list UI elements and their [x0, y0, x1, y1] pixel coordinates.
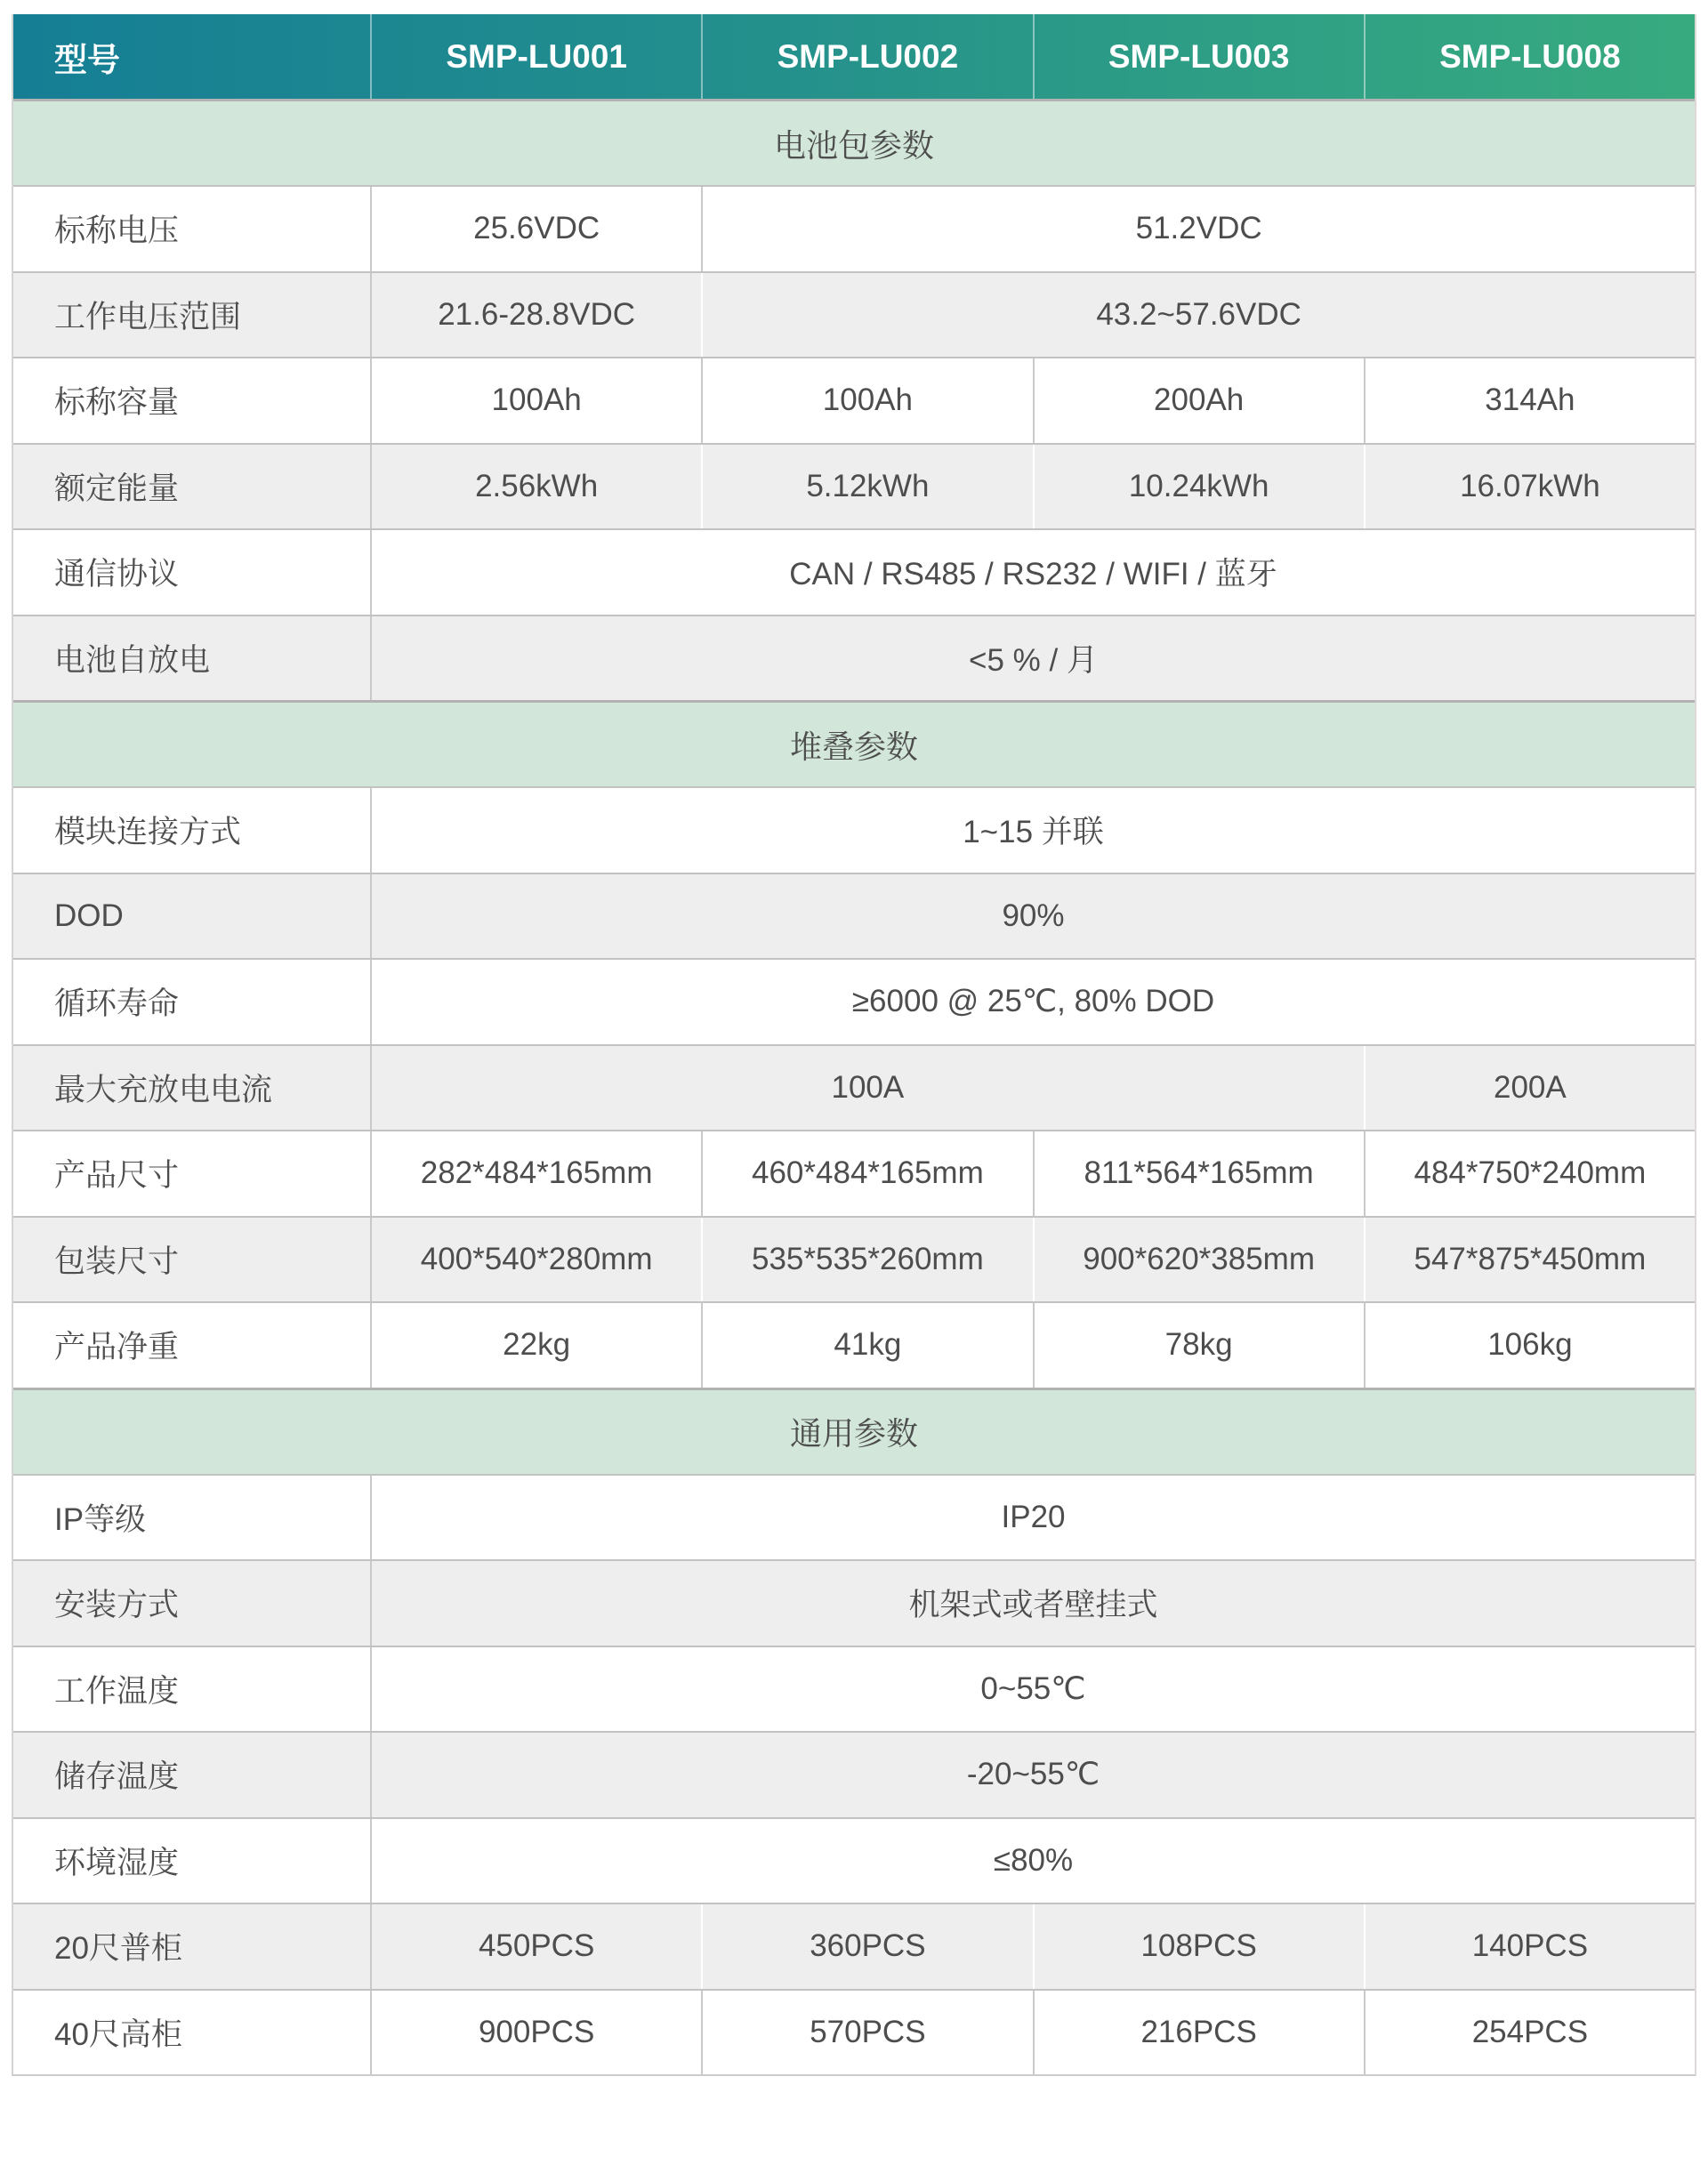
cell-value-lu003: 108PCS — [1033, 1904, 1364, 1989]
row-label: 最大充放电电流 — [54, 1072, 273, 1107]
cell-value-lu008: 484*750*240mm — [1364, 1131, 1695, 1216]
cell-value-lu003: 10.24kWh — [1033, 445, 1364, 529]
cell-value-all: CAN / RS485 / RS232 / WIFI / 蓝牙 — [370, 530, 1695, 615]
cell-value-all: 机架式或者壁挂式 — [370, 1561, 1695, 1646]
cell-value-lu008: 547*875*450mm — [1364, 1218, 1695, 1302]
row-operating-temperature — [13, 1646, 1695, 1732]
section-row-general-params: 通用参数 — [13, 1388, 1695, 1474]
row-max-charge-discharge-current — [13, 1044, 1695, 1131]
row-20ft-container — [13, 1903, 1695, 1989]
cell-value-lu001: 400*540*280mm — [370, 1218, 701, 1302]
row-label: 20尺普柜 — [54, 1931, 182, 1967]
cell-value-lu002: 100Ah — [701, 358, 1032, 443]
cell-value-lu001: 22kg — [370, 1303, 701, 1388]
row-installation — [13, 1559, 1695, 1646]
row-label: 标称容量 — [54, 385, 180, 421]
cell-value-all: IP20 — [370, 1476, 1695, 1560]
cell-value-lu001: 2.56kWh — [370, 445, 701, 529]
row-label: 循环寿命 — [54, 986, 180, 1022]
cell-value-lu002: 570PCS — [701, 1991, 1032, 2075]
cell-value-lu001: 21.6-28.8VDC — [370, 273, 701, 358]
cell-value-lu002: 360PCS — [701, 1904, 1032, 1989]
row-net-weight — [13, 1301, 1695, 1388]
cell-value-all: 0~55℃ — [370, 1647, 1695, 1732]
row-rated-energy — [13, 443, 1695, 529]
row-module-connection — [13, 786, 1695, 873]
row-label: 通信协议 — [54, 557, 180, 592]
cell-value-others: 51.2VDC — [701, 187, 1695, 271]
row-nominal-voltage — [13, 185, 1695, 271]
cell-value-lu003: 900*620*385mm — [1033, 1218, 1364, 1302]
cell-value-lu003: 216PCS — [1033, 1991, 1364, 2075]
cell-value-lu008: 16.07kWh — [1364, 445, 1695, 529]
cell-value-all: 1~15 并联 — [370, 788, 1695, 873]
row-storage-temperature — [13, 1731, 1695, 1817]
row-ip-rating — [13, 1474, 1695, 1560]
cell-value-lu008: 314Ah — [1364, 358, 1695, 443]
cell-value-all: ≥6000 @ 25℃, 80% DOD — [370, 960, 1695, 1044]
row-label: 工作电压范围 — [54, 299, 242, 334]
row-label: 额定能量 — [54, 471, 180, 506]
cell-value-first3: 100A — [370, 1046, 1364, 1131]
cell-value-all: -20~55℃ — [370, 1733, 1695, 1817]
cell-value-lu001: 282*484*165mm — [370, 1131, 701, 1216]
section-row-battery-params: 电池包参数 — [13, 99, 1695, 185]
cell-value-lu008: 140PCS — [1364, 1904, 1695, 1989]
row-communication-protocol — [13, 528, 1695, 615]
cell-value-lu001: 450PCS — [370, 1904, 701, 1989]
header-cell-smp-lu008: SMP-LU008 — [1364, 14, 1695, 99]
row-cycle-life — [13, 958, 1695, 1044]
row-label: 储存温度 — [54, 1759, 180, 1795]
header-cell-model-label: 型号 — [54, 41, 120, 78]
row-package-size — [13, 1216, 1695, 1302]
row-dod — [13, 873, 1695, 959]
header-cell-smp-lu003: SMP-LU003 — [1033, 14, 1364, 99]
row-label: 安装方式 — [54, 1588, 180, 1623]
row-label: IP等级 — [54, 1501, 147, 1537]
row-label: 标称电压 — [54, 213, 180, 249]
row-voltage-range — [13, 271, 1695, 358]
section-row-stack-params: 堆叠参数 — [13, 700, 1695, 786]
row-label: 电池自放电 — [54, 642, 211, 678]
cell-value-all: ≤80% — [370, 1819, 1695, 1903]
cell-value-lu001: 25.6VDC — [370, 187, 701, 271]
cell-value-all: <5 % / 月 — [370, 616, 1695, 701]
cell-value-lu002: 5.12kWh — [701, 445, 1032, 529]
row-self-discharge — [13, 615, 1695, 701]
cell-value-lu003: 811*564*165mm — [1033, 1131, 1364, 1216]
cell-value-lu001: 100Ah — [370, 358, 701, 443]
cell-value-lu003: 200Ah — [1033, 358, 1364, 443]
row-humidity — [13, 1817, 1695, 1903]
row-label: 工作温度 — [54, 1673, 180, 1709]
header-cell-smp-lu001: SMP-LU001 — [370, 14, 701, 99]
cell-value-lu001: 900PCS — [370, 1991, 701, 2075]
row-label: 模块连接方式 — [54, 815, 242, 850]
row-nominal-capacity — [13, 357, 1695, 443]
cell-value-lu002: 460*484*165mm — [701, 1131, 1032, 1216]
row-label: 包装尺寸 — [54, 1243, 180, 1279]
cell-value-others: 43.2~57.6VDC — [701, 273, 1695, 358]
row-product-size — [13, 1130, 1695, 1216]
cell-value-lu008: 106kg — [1364, 1303, 1695, 1388]
header-cell-smp-lu002: SMP-LU002 — [701, 14, 1032, 99]
cell-value-lu008: 254PCS — [1364, 1991, 1695, 2075]
header-row — [13, 14, 1695, 99]
row-label: DOD — [54, 897, 124, 933]
row-label: 环境湿度 — [54, 1845, 180, 1880]
row-label: 产品尺寸 — [54, 1158, 180, 1194]
cell-value-lu008: 200A — [1364, 1046, 1695, 1131]
row-label: 产品净重 — [54, 1330, 180, 1365]
cell-value-all: 90% — [370, 874, 1695, 959]
cell-value-lu003: 78kg — [1033, 1303, 1364, 1388]
row-40ft-container — [13, 1989, 1695, 2075]
product-spec-table — [12, 14, 1696, 2076]
row-label: 40尺高柜 — [54, 2016, 182, 2052]
cell-value-lu002: 535*535*260mm — [701, 1218, 1032, 1302]
cell-value-lu002: 41kg — [701, 1303, 1032, 1388]
